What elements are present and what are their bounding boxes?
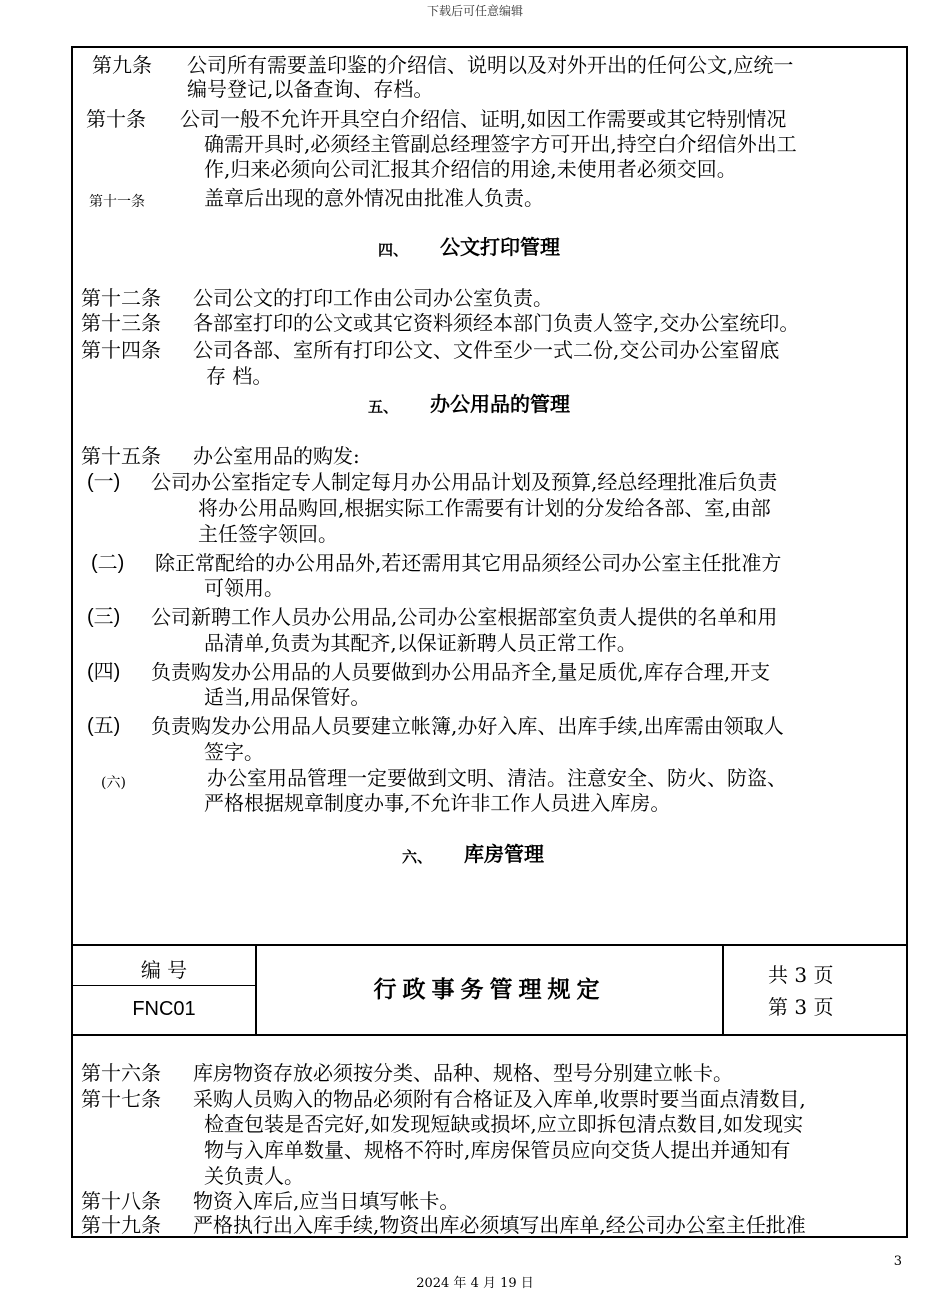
article-14-line-1: 公司各部、室所有打印公文、文件至少一式二份,交公司办公室留底	[193, 338, 780, 362]
article-10-line-3: 作,归来必须向公司汇报其介绍信的用途,未使用者必须交回。	[204, 157, 737, 181]
total-pages: 共 3 页	[768, 963, 834, 987]
article-15-label: 第十五条	[81, 444, 161, 468]
item-5-line-2: 签字。	[204, 740, 264, 764]
article-17-line-4: 关负责人。	[204, 1164, 304, 1188]
header-block-divider-right	[722, 944, 724, 1036]
item-6-line-1: 办公室用品管理一定要做到文明、清洁。注意安全、防火、防盗、	[207, 766, 787, 790]
article-9-label: 第九条	[92, 53, 152, 77]
item-5-label: (五)	[87, 715, 121, 737]
item-1-label: (一)	[87, 471, 121, 493]
code-cell-divider	[73, 985, 255, 986]
article-9-line-1: 公司所有需要盖印鉴的介绍信、说明以及对外开出的任何公文,应统一	[187, 53, 794, 77]
section-5-number: 五、	[368, 398, 399, 416]
article-11-label: 第十一条	[89, 194, 145, 210]
article-14-line-2: 存 档。	[206, 364, 273, 388]
article-10-line-1: 公司一般不允许开具空白介绍信、证明,如因工作需要或其它特别情况	[180, 107, 787, 131]
section-5-title: 办公用品的管理	[430, 392, 570, 416]
item-2-line-2: 可领用。	[204, 576, 284, 600]
article-17-line-2: 检查包装是否完好,如发现短缺或损坏,应立即拆包清点数目,如发现实	[204, 1112, 804, 1136]
section-4-title: 公文打印管理	[440, 235, 560, 259]
article-17-line-3: 物与入库单数量、规格不符时,库房保管员应向交货人提出并通知有	[204, 1138, 791, 1162]
article-16-text: 库房物资存放必须按分类、品种、规格、型号分别建立帐卡。	[193, 1061, 733, 1085]
section-6-title: 库房管理	[464, 842, 544, 866]
article-11-text: 盖章后出现的意外情况由批准人负责。	[204, 186, 544, 210]
code-value: FNC01	[132, 998, 196, 1020]
article-10-label: 第十条	[86, 107, 146, 131]
article-9-line-2: 编号登记,以备查询、存档。	[187, 77, 434, 101]
article-17-line-1: 采购人员购入的物品必须附有合格证及入库单,收票时要当面点清数目,	[193, 1087, 806, 1111]
item-2-label: (二)	[91, 552, 125, 574]
article-18-text: 物资入库后,应当日填写帐卡。	[193, 1189, 460, 1213]
item-1-line-2: 将办公用品购回,根据实际工作需要有计划的分发给各部、室,由部	[198, 496, 771, 520]
item-3-line-1: 公司新聘工作人员办公用品,公司办公室根据部室负责人提供的名单和用	[151, 605, 778, 629]
section-4-number: 四、	[378, 241, 409, 259]
code-label: 编 号	[140, 958, 188, 982]
item-1-line-1: 公司办公室指定专人制定每月办公用品计划及预算,经总经理批准后负责	[151, 470, 778, 494]
item-4-line-2: 适当,用品保管好。	[204, 685, 371, 709]
article-17-label: 第十七条	[81, 1087, 161, 1111]
header-note: 下载后可任意编辑	[426, 4, 523, 18]
article-18-label: 第十八条	[81, 1189, 161, 1213]
article-10-line-2: 确需开具时,必须经主管副总经理签字方可开出,持空白介绍信外出工	[204, 132, 797, 156]
page-number: 3	[893, 1254, 902, 1269]
section-6-number: 六、	[402, 848, 433, 866]
article-15-text: 办公室用品的购发:	[193, 444, 360, 468]
header-block-top-rule	[71, 944, 908, 946]
article-19-text: 严格执行出入库手续,物资出库必须填写出库单,经公司办公室主任批准	[193, 1213, 806, 1237]
item-5-line-1: 负责购发办公用品人员要建立帐簿,办好入库、出库手续,出库需由领取人	[151, 714, 784, 738]
footer-date: 2024 年 4 月 19 日	[416, 1276, 534, 1291]
article-12-label: 第十二条	[81, 286, 161, 310]
item-6-label: (六)	[101, 775, 126, 791]
item-3-label: (三)	[87, 606, 121, 628]
item-1-line-3: 主任签字领回。	[198, 522, 338, 546]
article-13-text: 各部室打印的公文或其它资料须经本部门负责人签字,交办公室统印。	[193, 311, 800, 335]
article-12-text: 公司公文的打印工作由公司办公室负责。	[193, 286, 553, 310]
article-14-label: 第十四条	[81, 338, 161, 362]
header-block-bottom-rule	[71, 1034, 908, 1036]
article-16-label: 第十六条	[81, 1061, 161, 1085]
current-page: 第 3 页	[768, 995, 834, 1019]
document-title: 行政事务管理规定	[373, 976, 606, 1003]
item-2-line-1: 除正常配给的办公用品外,若还需用其它用品须经公司办公室主任批准方	[155, 551, 782, 575]
item-4-line-1: 负责购发办公用品的人员要做到办公用品齐全,量足质优,库存合理,开支	[151, 660, 771, 684]
article-19-label: 第十九条	[81, 1213, 161, 1237]
item-3-line-2: 品清单,负责为其配齐,以保证新聘人员正常工作。	[204, 631, 637, 655]
article-13-label: 第十三条	[81, 311, 161, 335]
item-6-line-2: 严格根据规章制度办事,不允许非工作人员进入库房。	[204, 791, 671, 815]
item-4-label: (四)	[87, 661, 121, 683]
